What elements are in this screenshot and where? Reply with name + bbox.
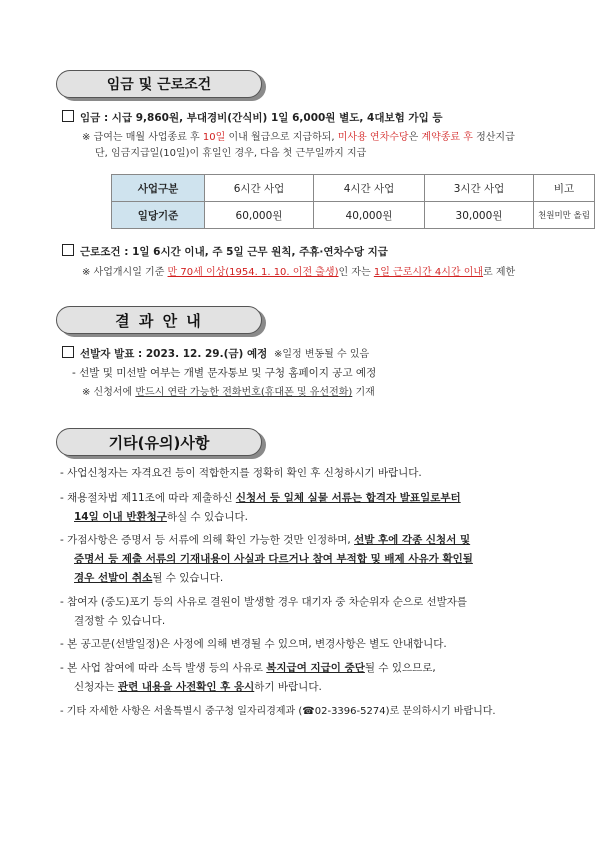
- list-item: - 기타 자세한 사항은 서울특별시 중구청 일자리경제과 (☎02-3396-5274)로 문의하시기 바랍니다.: [60, 706, 496, 717]
- table-header-row: [112, 175, 595, 202]
- section-title: 임금 및 근로조건: [106, 77, 212, 93]
- checkbox-icon: [62, 244, 74, 256]
- section-header-etc: [56, 428, 262, 456]
- table-cell: 천원미만 올림: [534, 202, 595, 229]
- pay-note: ※ 급여는 매월 사업종료 후 10일 이내 월급으로 지급하되, 미사용 연차수당은 계약종료 후 정산지급: [82, 132, 515, 143]
- pay-note-line2: 단, 임금지급일(10일)이 휴일인 경우, 다음 첫 근무일까지 지급: [95, 148, 367, 159]
- table-header-cell: 3시간 사업: [425, 175, 534, 202]
- table-cell: 40,000원: [314, 202, 425, 229]
- list-item: - 참여자 (중도)포기 등의 사유로 결원이 발생할 경우 대기자 중 차순위자 순으로 선발자를 결정할 수 있습니다.: [60, 596, 468, 627]
- table-header-cell: 사업구분: [112, 175, 205, 202]
- pay-line: 임금 : 시급 9,860원, 부대경비(간식비) 1일 6,000원 별도, 4대보험 가입 등: [62, 110, 443, 125]
- table-row: [112, 202, 595, 229]
- table-cell: 일당기준: [112, 202, 205, 229]
- section-header-result: [56, 306, 262, 334]
- list-item: - 사업신청자는 자격요건 등이 적합한지를 정확히 확인 후 신청하시기 바랍니다.: [60, 467, 422, 479]
- section-title: 기타(유의)사항: [108, 433, 210, 452]
- checkbox-icon: [62, 110, 74, 122]
- list-item: - 가점사항은 증명서 등 서류에 의해 확인 가능한 것만 인정하며, 선발 후에 각종 신청서 및 증명서 등 제출 서류의 기재내용이 사실과 다르거나 참여 부적합 및 배제 사유가 확인될 경우 선발이 취소될 수 있습니다.: [60, 534, 473, 584]
- list-item: - 본 사업 참여에 따라 소득 발생 등의 사유로 복지급여 지급이 중단될 수 있으므로, 신청자는 관련 내용을 사전확인 후 응시하기 바랍니다.: [60, 662, 436, 693]
- table-header-cell: 비고: [534, 175, 595, 202]
- list-item: - 본 공고문(선발일정)은 사정에 의해 변경될 수 있으며, 변경사항은 별도 안내합니다.: [60, 638, 447, 650]
- checkbox-icon: [62, 346, 74, 358]
- announce-line: 선발자 발표 : 2023. 12. 29.(금) 예정 ※일정 변동될 수 있음: [62, 346, 369, 362]
- section-title: 결 과 안 내: [115, 311, 203, 330]
- table-cell: 60,000원: [205, 202, 314, 229]
- table-cell: 30,000원: [425, 202, 534, 229]
- condition-line: 근로조건 : 1일 6시간 이내, 주 5일 근무 원칙, 주휴·연차수당 지급: [62, 244, 388, 259]
- table-header-cell: 6시간 사업: [205, 175, 314, 202]
- section-header-wage: [56, 70, 262, 98]
- condition-note: ※ 사업개시일 기준 만 70세 이상(1954. 1. 10. 이전 출생)인 자는 1일 근로시간 4시간 이내로 제한: [82, 267, 516, 278]
- wage-table: [111, 174, 595, 229]
- table-header-cell: 4시간 사업: [314, 175, 425, 202]
- list-item: - 채용절차법 제11조에 따라 제출하신 신청서 등 일체 실물 서류는 합격자 발표일로부터 14일 이내 반환청구하실 수 있습니다.: [60, 492, 461, 523]
- result-line1: - 선발 및 미선발 여부는 개별 문자통보 및 구청 홈페이지 공고 예정: [72, 367, 377, 379]
- result-line2: ※ 신청서에 반드시 연락 가능한 전화번호(휴대폰 및 유선전화) 기재: [82, 387, 375, 398]
